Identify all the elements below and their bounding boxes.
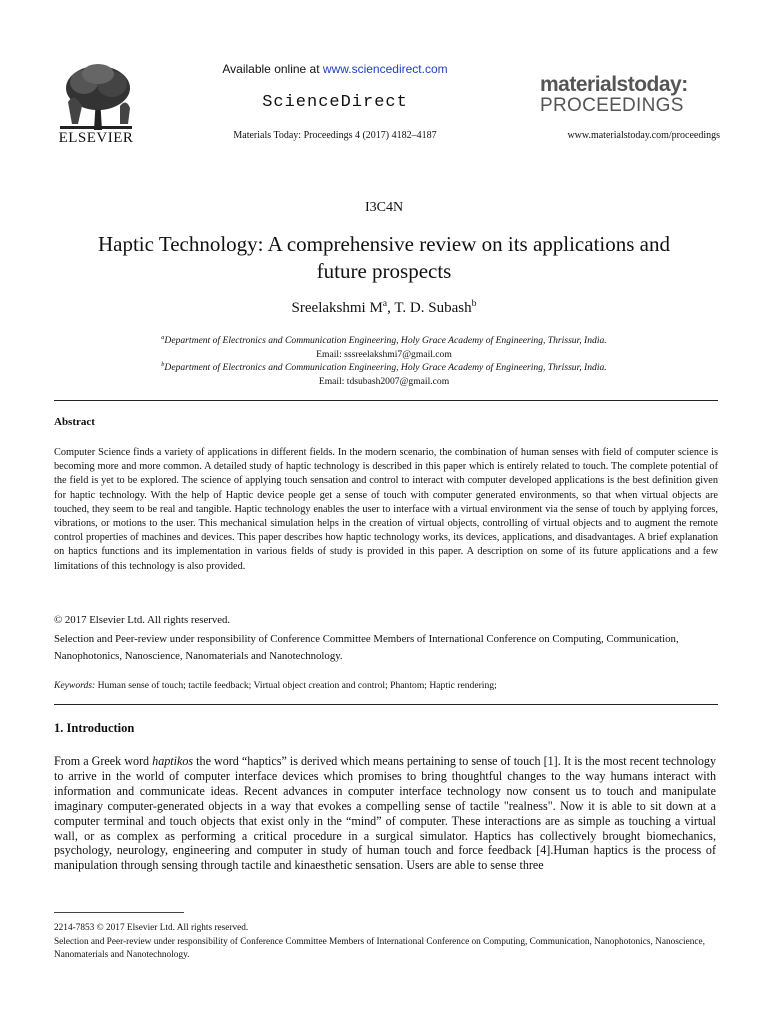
email-a: Email: sssreelakshmi7@gmail.com [316, 348, 452, 360]
intro-text-rest: the word “haptics” is derived which means pertaining to sense of touch [1]. It is the most recent technology to arrive in the world of computer interface devices which promises to bring thoughtful changes to the way humans interact with information and communicate ideas. Recent advances in computer interface technology now consent us to touch and manipulate imaginary computer-generated objects in a way that evokes a compelling sense of tactile "realness". Now it is able to sit down at a computer terminal and touch objects that exist only in the “mind” of computer. These interactions are as simple as touching a virtual wall, or as complex as performing a critical procedure in a surgical simulator. Haptics has collectively brought biomechanics, psychology, neurology, engineering and computer in study of human touch and force feedback [4].Human haptics is the process of manipulation through sensing through tactile and kinaesthetic sensation. Users are able to sense three [54, 754, 716, 873]
affiliation-a-text: Department of Electronics and Communication Engineering, Holy Grace Academy of Engineering, Thrissur, India. [164, 335, 607, 346]
keywords-label: Keywords: [54, 680, 96, 691]
intro-term-haptikos: haptikos [152, 754, 194, 768]
abstract-heading: Abstract [54, 416, 95, 428]
affiliation-b [40, 361, 728, 375]
intro-text-start: From a Greek word [54, 754, 153, 768]
materials-today-url: www.materialstoday.com/proceedings [567, 130, 720, 141]
intro-paragraph [54, 754, 716, 873]
materials-today-logo [540, 74, 720, 116]
divider-bottom [54, 704, 718, 705]
author-1-sup: a [382, 298, 388, 309]
keywords [54, 680, 718, 691]
author-2-sup: b [471, 298, 477, 309]
affiliation-a [40, 334, 728, 348]
authors [0, 300, 768, 317]
available-online [200, 62, 470, 76]
affiliations [40, 334, 728, 388]
keywords-text: Human sense of touch; tactile feedback; Virtual object creation and control; Phantom; Haptic rendering; [95, 680, 497, 691]
affiliation-b-text: Department of Electronics and Communication Engineering, Holy Grace Academy of Engineering, Thrissur, India. [164, 362, 607, 373]
email-b: Email: tdsubash2007@gmail.com [318, 375, 450, 387]
elsevier-wordmark: ELSEVIER [58, 130, 134, 146]
abstract-copyright: © 2017 Elsevier Ltd. All rights reserved. [54, 614, 231, 626]
journal-reference: Materials Today: Proceedings 4 (2017) 4182–4187 [233, 130, 437, 141]
sciencedirect-wordmark: ScienceDirect [262, 93, 408, 112]
elsevier-logo [54, 62, 138, 146]
paper-title [40, 231, 728, 285]
abstract-peer-review: Selection and Peer-review under responsibility of Conference Committee Members of International Conference on Computing, Communication, Nanophotonics, Nanoscience, Nanomaterials and Nanotechnology. [54, 633, 679, 662]
author-separator: , T. D. Subash [387, 300, 472, 316]
affiliation-a-sup: a [161, 333, 165, 341]
footer-peer-review: Selection and Peer-review under responsibility of Conference Committee Members of International Conference on Computing, Communication, Nanophotonics, Nanoscience, Nanomaterials and Nanotechnology. [54, 937, 705, 960]
conference-label: I3C4N [364, 200, 404, 215]
materials-today-brand-top: materialstoday: [540, 73, 688, 96]
abstract-text: Computer Science finds a variety of applications in different fields. In the modern scenario, the combination of human senses with field of computer science is becoming more and more common. A detailed study of haptic technology is described in this paper which is entirely related to touch. The complete potential of the field is yet to be explored. The science of applying touch sensation and control to interact with computer developed applications is the best definition given for haptic technology. With the help of Haptic device people get a sense of touch with computer generated environments, so that when virtual objects are touched, they seem to be real and tangible. Haptic technology enables the user to interface with a virtual environment via the sense of touch by applying forces, vibrations, or motions to the user. This mechanical simulation helps in the creation of virtual objects, controlling of virtual objects and to augment the remote control properties of machines and devices. This paper describes how haptic technology works, its devices, applications, and disadvantages. A brief explanation on haptics functions and its implementation in various fields of study is provided in this paper. A description on some of its future applications and a few limitations of this technology is also provided. [54, 447, 718, 572]
paper-title-line-2: future prospects [316, 259, 452, 283]
materials-today-brand-bottom: PROCEEDINGS [540, 95, 684, 116]
footer-issn: 2214-7853 © 2017 Elsevier Ltd. All rights reserved. [54, 923, 249, 933]
available-online-prefix: Available online at [222, 62, 323, 76]
footer-rule [54, 912, 184, 913]
paper-title-line-1: Haptic Technology: A comprehensive review on its applications and [97, 232, 670, 256]
author-1: Sreelakshmi M [291, 300, 383, 316]
elsevier-tree-icon [54, 62, 138, 132]
intro-heading: 1. Introduction [54, 721, 135, 735]
sciencedirect-link[interactable]: www.sciencedirect.com [322, 62, 448, 76]
divider-top [54, 400, 718, 401]
affiliation-b-sup: b [161, 360, 165, 368]
